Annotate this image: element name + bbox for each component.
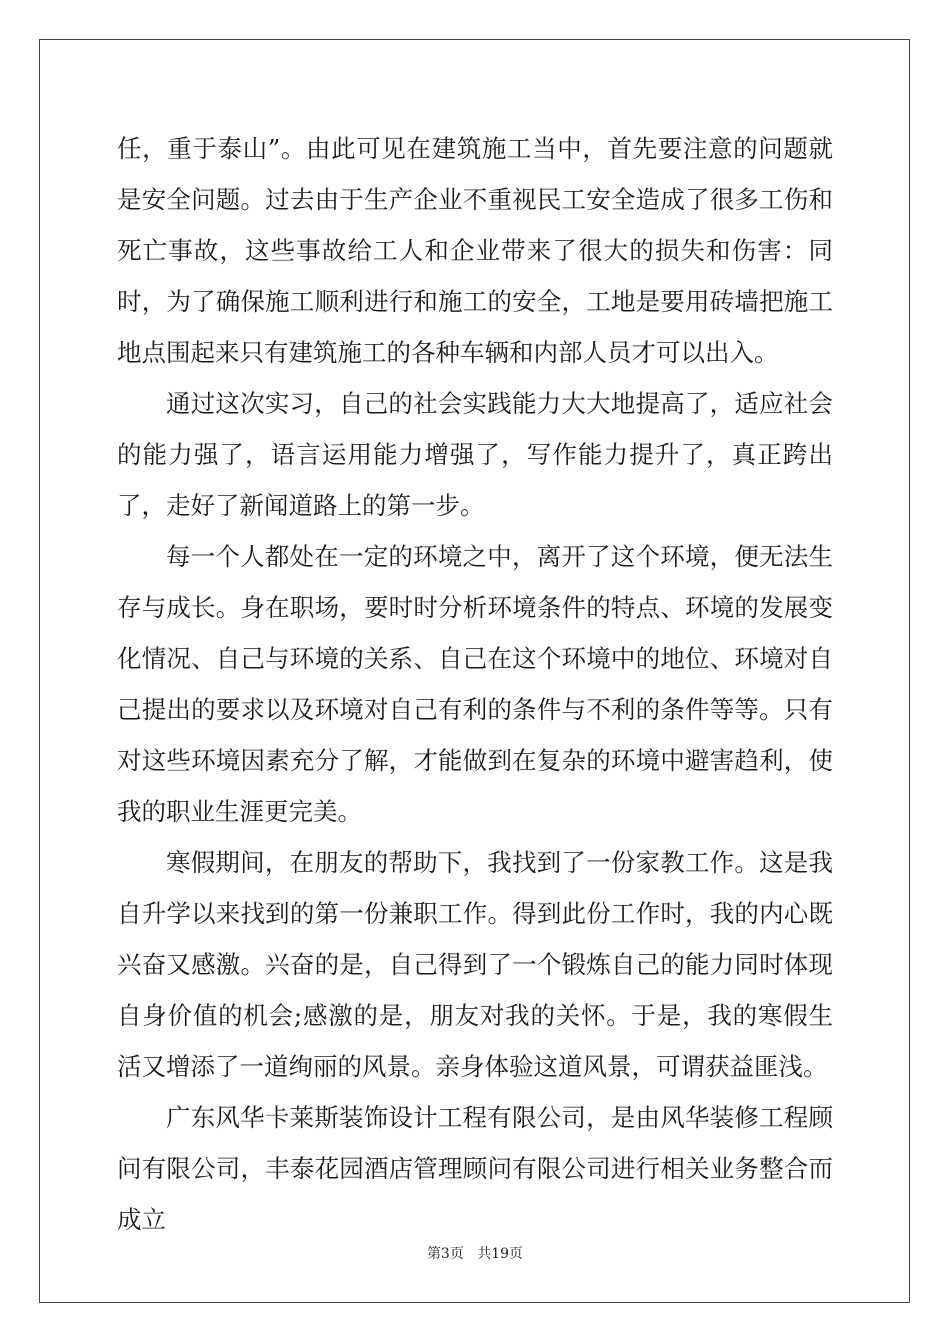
paragraph-3: 每一个人都处在一定的环境之中，离开了这个环境，便无法生存与成长。身在职场，要时时分析环境条件的特点、环境的发展变化情况、自己与环境的关系、自己在这个环境中的地位、环境对自己提出的要求以及环境对自己有利的条件与不利的条件等等。只有对这些环境因素充分了解，才能做到在复杂的环境中避害趋利，使我的职业生涯更完美。 — [117, 542, 833, 826]
paragraph-4: 寒假期间，在朋友的帮助下，我找到了一份家教工作。这是我自升学以来找到的第一份兼职工作。得到此份工作时，我的内心既兴奋又感激。兴奋的是，自己得到了一个锻炼自己的能力同时体现自身价值的机会;感激的是，朋友对我的关怀。于是，我的寒假生活又增添了一道绚丽的风景。亲身体验这道风景，可谓获益匪浅。 — [117, 848, 833, 1081]
paragraph-1: 任，重于泰山”。由此可见在建筑施工当中，首先要注意的问题就是安全问题。过去由于生产企业不重视民工安全造成了很多工伤和死亡事故，这些事故给工人和企业带来了很大的损失和伤害：同时，为了确保施工顺利进行和施工的安全，工地是要用砖墙把施工地点围起来只有建筑施工的各种车辆和内部人员才可以出入。 — [117, 134, 833, 367]
total-pages: 共19页 — [477, 1246, 524, 1262]
page-number: 第3页 — [426, 1246, 464, 1262]
document-body — [117, 123, 833, 1245]
page-footer — [0, 1245, 950, 1263]
paragraph-2: 通过这次实习，自己的社会实践能力大大地提高了，适应社会的能力强了，语言运用能力增强了，写作能力提升了，真正跨出了，走好了新闻道路上的第一步。 — [117, 389, 833, 520]
paragraph-5: 广东风华卡莱斯装饰设计工程有限公司，是由风华装修工程顾问有限公司，丰泰花园酒店管理顾问有限公司进行相关业务整合而成立 — [117, 1103, 833, 1234]
